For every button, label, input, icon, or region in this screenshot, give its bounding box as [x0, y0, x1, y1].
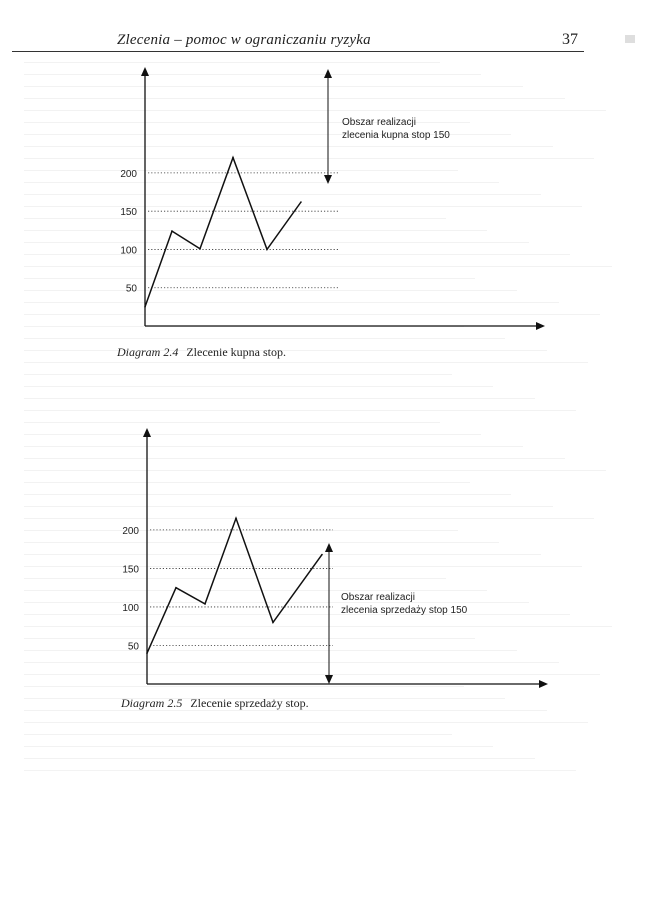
y-axis-arrowhead: [141, 67, 149, 76]
y-tick-label: 200: [120, 168, 137, 180]
stop-zone-arrowhead-top: [324, 69, 332, 78]
stop-zone-arrowhead-bottom: [324, 175, 332, 184]
price-point: [171, 230, 173, 232]
annotation-line-1: Obszar realizacji: [341, 592, 415, 603]
price-point: [199, 248, 201, 250]
diagram-2-5-chart: [122, 428, 548, 688]
y-tick-label: 50: [127, 641, 139, 653]
annotation-line-2: zlecenia sprzedaży stop 150: [341, 605, 468, 616]
annotation-line-1: Obszar realizacji: [342, 117, 416, 128]
diagram-2-4-caption: [117, 345, 286, 360]
price-point: [272, 622, 274, 624]
price-point: [321, 554, 323, 556]
running-header-title: Zlecenia – pomoc w ograniczaniu ryzyka: [117, 32, 371, 48]
price-line: [145, 158, 301, 307]
price-point: [235, 518, 237, 520]
price-line: [147, 518, 322, 653]
page-number: 37: [562, 31, 578, 48]
stop-zone-arrowhead-top: [325, 543, 333, 552]
caption-text: Zlecenie kupna stop.: [186, 345, 286, 359]
y-axis-arrowhead: [143, 428, 151, 437]
diagram-2-4-chart: [120, 67, 545, 330]
y-tick-label: 100: [122, 602, 139, 614]
x-axis-arrowhead: [536, 322, 545, 330]
caption-number: Diagram 2.4: [117, 345, 179, 359]
y-tick-label: 150: [120, 207, 137, 219]
price-point: [266, 249, 268, 251]
y-tick-label: 150: [122, 564, 139, 576]
stop-zone-arrowhead-bottom: [325, 675, 333, 684]
y-tick-label: 100: [120, 245, 137, 257]
y-tick-label: 200: [122, 525, 139, 537]
price-point: [175, 587, 177, 589]
annotation-line-2: zlecenia kupna stop 150: [342, 130, 450, 141]
price-point: [300, 201, 302, 203]
caption-number: Diagram 2.5: [121, 696, 183, 710]
diagram-2-5-caption: [121, 696, 309, 711]
price-point: [232, 157, 234, 159]
price-point: [144, 306, 146, 308]
price-point: [146, 652, 148, 654]
price-point: [204, 603, 206, 605]
x-axis-arrowhead: [539, 680, 548, 688]
y-tick-label: 50: [125, 283, 137, 295]
caption-text: Zlecenie sprzedaży stop.: [190, 696, 309, 710]
